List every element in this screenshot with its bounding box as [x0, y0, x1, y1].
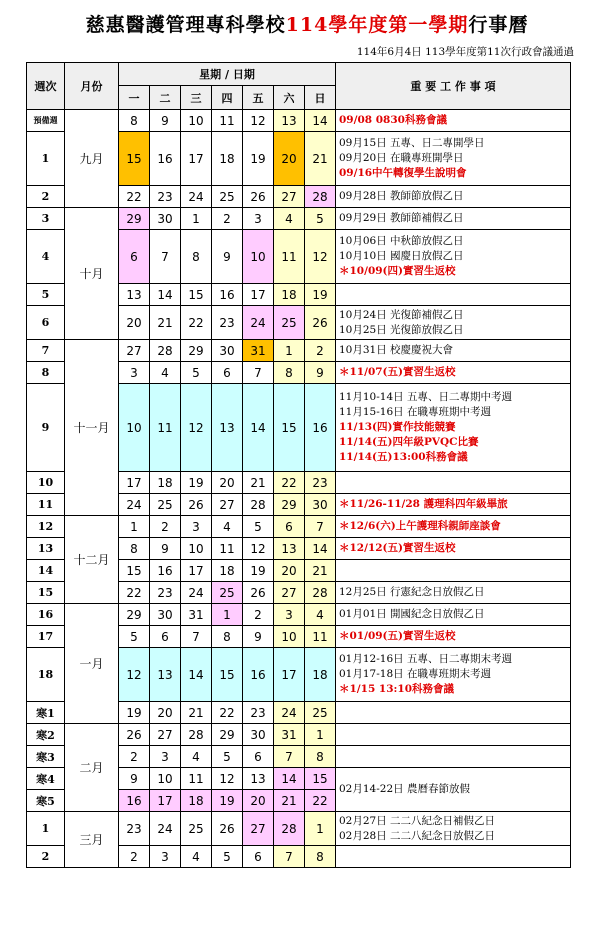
date-cell: 27 [212, 494, 243, 516]
date-cell: 23 [243, 702, 274, 724]
date-cell: 27 [119, 340, 150, 362]
date-cell: 11 [150, 384, 181, 472]
date-cell: 5 [181, 362, 212, 384]
date-cell: 24 [181, 186, 212, 208]
date-cell: 2 [150, 516, 181, 538]
date-cell: 10 [274, 626, 305, 648]
events-cell [336, 306, 571, 340]
date-cell: 30 [150, 208, 181, 230]
date-cell: 1 [305, 812, 336, 846]
date-cell: 25 [181, 812, 212, 846]
date-cell: 27 [243, 812, 274, 846]
date-cell: 22 [119, 582, 150, 604]
date-cell: 13 [243, 768, 274, 790]
event-line: 10月06日 中秋節放假乙日 [339, 235, 464, 247]
date-cell: 6 [243, 746, 274, 768]
week-row [27, 110, 571, 132]
events-cell [336, 604, 571, 626]
events-cell [336, 284, 571, 306]
week-label: 寒1 [27, 702, 65, 724]
header-day-tue: 二 [150, 86, 181, 110]
date-cell: 15 [119, 132, 150, 186]
date-cell: 14 [305, 110, 336, 132]
date-cell: 24 [181, 582, 212, 604]
date-cell: 3 [150, 746, 181, 768]
date-cell: 12 [243, 538, 274, 560]
event-line: 09/16中午轉復學生說明會 [339, 167, 467, 179]
week-label: 1 [27, 812, 65, 846]
week-label: 預備週 [27, 110, 65, 132]
date-cell: 7 [150, 230, 181, 284]
date-cell: 31 [274, 724, 305, 746]
events-cell [336, 538, 571, 560]
week-label: 4 [27, 230, 65, 284]
date-cell: 25 [274, 306, 305, 340]
date-cell: 13 [150, 648, 181, 702]
event-line: 11/14(五)13:00科務會議 [339, 451, 468, 463]
date-cell: 29 [212, 724, 243, 746]
header-day-sat: 六 [274, 86, 305, 110]
month-label: 十二月 [65, 516, 119, 604]
header-day-sun: 日 [305, 86, 336, 110]
date-cell: 6 [212, 362, 243, 384]
date-cell: 25 [305, 702, 336, 724]
week-row [27, 340, 571, 362]
date-cell: 7 [181, 626, 212, 648]
date-cell: 21 [150, 306, 181, 340]
event-line: ＊1/15 13:10科務會議 [339, 683, 455, 695]
event-line: 11月10-14日 五專、日二專期中考週 [339, 391, 512, 403]
calendar-body [27, 110, 571, 868]
date-cell: 2 [243, 604, 274, 626]
month-label: 三月 [65, 812, 119, 868]
date-cell: 18 [212, 560, 243, 582]
event-line: 02月28日 二二八紀念日放假乙日 [339, 829, 496, 842]
date-cell: 13 [274, 538, 305, 560]
event-line: 09/08 0830科務會議 [339, 114, 447, 126]
date-cell: 8 [119, 110, 150, 132]
date-cell: 29 [181, 340, 212, 362]
date-cell: 22 [119, 186, 150, 208]
event-line: 02月27日 二二八紀念日補假乙日 [339, 814, 496, 827]
week-label: 12 [27, 516, 65, 538]
date-cell: 9 [150, 110, 181, 132]
date-cell: 27 [274, 582, 305, 604]
date-cell: 1 [305, 724, 336, 746]
event-line: 11月15-16日 在職專班期中考週 [339, 406, 491, 418]
date-cell: 31 [181, 604, 212, 626]
date-cell: 25 [212, 582, 243, 604]
date-cell: 30 [150, 604, 181, 626]
date-cell: 7 [243, 362, 274, 384]
event-line: 10月24日 光復節補假乙日 [339, 308, 464, 321]
date-cell: 17 [119, 472, 150, 494]
week-label: 6 [27, 306, 65, 340]
date-cell: 1 [181, 208, 212, 230]
date-cell: 11 [212, 538, 243, 560]
month-label: 一月 [65, 604, 119, 724]
event-line: 10月10日 國慶日放假乙日 [339, 250, 464, 262]
date-cell: 15 [305, 768, 336, 790]
date-cell: 2 [119, 746, 150, 768]
date-cell: 5 [212, 746, 243, 768]
events-cell [336, 746, 571, 768]
date-cell: 22 [181, 306, 212, 340]
date-cell: 18 [150, 472, 181, 494]
date-cell: 11 [181, 768, 212, 790]
events-cell [336, 812, 571, 846]
events-cell [336, 340, 571, 362]
header-day-wed: 三 [181, 86, 212, 110]
date-cell: 1 [212, 604, 243, 626]
header-events: 重 要 工 作 事 項 [336, 63, 571, 110]
date-cell: 23 [305, 472, 336, 494]
events-cell [336, 132, 571, 186]
week-row [27, 604, 571, 626]
date-cell: 15 [212, 648, 243, 702]
header-week: 週次 [27, 63, 65, 110]
date-cell: 4 [212, 516, 243, 538]
date-cell: 16 [305, 384, 336, 472]
date-cell: 26 [305, 306, 336, 340]
date-cell: 7 [305, 516, 336, 538]
date-cell: 20 [243, 790, 274, 812]
date-cell: 24 [243, 306, 274, 340]
calendar-table [26, 62, 571, 868]
date-cell: 28 [181, 724, 212, 746]
event-line: 01月01日 開國紀念日放假乙日 [339, 608, 485, 620]
date-cell: 5 [212, 846, 243, 868]
date-cell: 10 [150, 768, 181, 790]
date-cell: 8 [305, 746, 336, 768]
events-cell [336, 186, 571, 208]
date-cell: 26 [243, 582, 274, 604]
event-line: 12月25日 行憲紀念日放假乙日 [339, 586, 485, 598]
event-line: 10月31日 校慶慶祝大會 [339, 344, 454, 356]
date-cell: 23 [150, 582, 181, 604]
date-cell: 13 [212, 384, 243, 472]
date-cell: 7 [274, 746, 305, 768]
week-label: 9 [27, 384, 65, 472]
date-cell: 19 [212, 790, 243, 812]
events-cell [336, 230, 571, 284]
date-cell: 27 [274, 186, 305, 208]
event-line: 10月25日 光復節放假乙日 [339, 323, 464, 336]
event-line: 11/14(五)四年級PVQC比賽 [339, 436, 479, 448]
date-cell: 2 [305, 340, 336, 362]
week-row [27, 516, 571, 538]
date-cell: 3 [274, 604, 305, 626]
date-cell: 8 [181, 230, 212, 284]
date-cell: 6 [243, 846, 274, 868]
date-cell: 31 [243, 340, 274, 362]
events-cell [336, 110, 571, 132]
events-cell [336, 768, 571, 812]
date-cell: 15 [274, 384, 305, 472]
date-cell: 21 [274, 790, 305, 812]
date-cell: 14 [305, 538, 336, 560]
date-cell: 21 [181, 702, 212, 724]
date-cell: 4 [274, 208, 305, 230]
date-cell: 20 [274, 132, 305, 186]
date-cell: 16 [243, 648, 274, 702]
date-cell: 3 [181, 516, 212, 538]
week-label: 1 [27, 132, 65, 186]
date-cell: 9 [243, 626, 274, 648]
date-cell: 28 [305, 186, 336, 208]
week-label: 7 [27, 340, 65, 362]
month-label: 十月 [65, 208, 119, 340]
date-cell: 23 [150, 186, 181, 208]
date-cell: 20 [212, 472, 243, 494]
date-cell: 7 [274, 846, 305, 868]
date-cell: 22 [305, 790, 336, 812]
event-line: ＊11/26-11/28 護理科四年級畢旅 [339, 498, 508, 510]
date-cell: 24 [119, 494, 150, 516]
date-cell: 4 [150, 362, 181, 384]
week-label: 17 [27, 626, 65, 648]
date-cell: 24 [150, 812, 181, 846]
event-line: 11/13(四)實作技能競賽 [339, 421, 456, 433]
date-cell: 14 [150, 284, 181, 306]
date-cell: 11 [274, 230, 305, 284]
date-cell: 4 [181, 746, 212, 768]
date-cell: 28 [305, 582, 336, 604]
date-cell: 11 [212, 110, 243, 132]
week-label: 2 [27, 846, 65, 868]
date-cell: 16 [212, 284, 243, 306]
events-cell [336, 702, 571, 724]
date-cell: 26 [119, 724, 150, 746]
date-cell: 10 [119, 384, 150, 472]
date-cell: 21 [305, 560, 336, 582]
date-cell: 22 [274, 472, 305, 494]
date-cell: 16 [150, 132, 181, 186]
date-cell: 29 [274, 494, 305, 516]
week-label: 10 [27, 472, 65, 494]
date-cell: 23 [119, 812, 150, 846]
week-row [27, 724, 571, 746]
approval-note: 114年6月4日 113學年度第11次行政會議通過 [356, 46, 574, 58]
date-cell: 9 [119, 768, 150, 790]
date-cell: 1 [119, 516, 150, 538]
date-cell: 19 [243, 132, 274, 186]
week-label: 15 [27, 582, 65, 604]
event-line: 09月15日 五專、日二專開學日 [339, 137, 485, 149]
date-cell: 17 [181, 560, 212, 582]
date-cell: 29 [119, 604, 150, 626]
week-label: 13 [27, 538, 65, 560]
date-cell: 4 [181, 846, 212, 868]
date-cell: 28 [150, 340, 181, 362]
date-cell: 22 [212, 702, 243, 724]
date-cell: 6 [150, 626, 181, 648]
event-line: ＊01/09(五)實習生返校 [339, 630, 456, 642]
events-cell [336, 648, 571, 702]
date-cell: 1 [274, 340, 305, 362]
week-label: 5 [27, 284, 65, 306]
date-cell: 17 [274, 648, 305, 702]
week-label: 11 [27, 494, 65, 516]
events-cell [336, 362, 571, 384]
date-cell: 23 [212, 306, 243, 340]
date-cell: 14 [243, 384, 274, 472]
event-line: 09月29日 教師節補假乙日 [339, 212, 464, 224]
date-cell: 5 [119, 626, 150, 648]
date-cell: 13 [119, 284, 150, 306]
date-cell: 30 [243, 724, 274, 746]
date-cell: 26 [181, 494, 212, 516]
date-cell: 3 [243, 208, 274, 230]
events-cell [336, 582, 571, 604]
date-cell: 8 [305, 846, 336, 868]
date-cell: 8 [119, 538, 150, 560]
date-cell: 3 [119, 362, 150, 384]
date-cell: 21 [305, 132, 336, 186]
date-cell: 15 [119, 560, 150, 582]
event-line: ＊12/12(五)實習生返校 [339, 542, 456, 554]
event-line: 09月20日 在職專班開學日 [339, 152, 464, 164]
week-label: 8 [27, 362, 65, 384]
date-cell: 19 [181, 472, 212, 494]
week-label: 寒3 [27, 746, 65, 768]
event-line: 02月14-22日 農曆春節放假 [339, 783, 470, 795]
date-cell: 19 [305, 284, 336, 306]
month-label: 十一月 [65, 340, 119, 516]
date-cell: 12 [243, 110, 274, 132]
date-cell: 12 [305, 230, 336, 284]
header-month: 月份 [65, 63, 119, 110]
event-line: 01月12-16日 五專、日二專期末考週 [339, 653, 512, 665]
date-cell: 12 [181, 384, 212, 472]
date-cell: 9 [305, 362, 336, 384]
event-line: ＊11/07(五)實習生返校 [339, 366, 456, 378]
date-cell: 25 [150, 494, 181, 516]
date-cell: 20 [150, 702, 181, 724]
week-label: 寒5 [27, 790, 65, 812]
title-suffix: 行事曆 [468, 14, 529, 36]
event-line: 01月17-18日 在職專班期末考週 [339, 668, 491, 680]
date-cell: 2 [119, 846, 150, 868]
events-cell [336, 208, 571, 230]
date-cell: 6 [119, 230, 150, 284]
date-cell: 4 [305, 604, 336, 626]
date-cell: 26 [243, 186, 274, 208]
date-cell: 8 [212, 626, 243, 648]
header-day-thu: 四 [212, 86, 243, 110]
date-cell: 3 [150, 846, 181, 868]
date-cell: 12 [119, 648, 150, 702]
event-line: ＊12/6(六)上午護理科親師座談會 [339, 520, 501, 532]
date-cell: 17 [181, 132, 212, 186]
date-cell: 25 [212, 186, 243, 208]
events-cell [336, 724, 571, 746]
week-label: 18 [27, 648, 65, 702]
week-label: 寒4 [27, 768, 65, 790]
date-cell: 12 [212, 768, 243, 790]
date-cell: 29 [119, 208, 150, 230]
week-label: 2 [27, 186, 65, 208]
date-cell: 9 [150, 538, 181, 560]
header-day-group: 星期 / 日期 [119, 63, 336, 86]
date-cell: 17 [150, 790, 181, 812]
date-cell: 18 [274, 284, 305, 306]
date-cell: 21 [243, 472, 274, 494]
header-day-mon: 一 [119, 86, 150, 110]
date-cell: 10 [243, 230, 274, 284]
events-cell [336, 516, 571, 538]
date-cell: 10 [181, 538, 212, 560]
date-cell: 30 [305, 494, 336, 516]
date-cell: 8 [274, 362, 305, 384]
events-cell [336, 384, 571, 472]
week-label: 16 [27, 604, 65, 626]
date-cell: 15 [181, 284, 212, 306]
event-line: ＊10/09(四)實習生返校 [339, 265, 456, 277]
date-cell: 30 [212, 340, 243, 362]
week-row [27, 812, 571, 846]
date-cell: 10 [181, 110, 212, 132]
date-cell: 28 [243, 494, 274, 516]
date-cell: 19 [243, 560, 274, 582]
title-term: 114學年度第一學期 [285, 14, 469, 36]
week-label: 寒2 [27, 724, 65, 746]
date-cell: 9 [212, 230, 243, 284]
date-cell: 18 [181, 790, 212, 812]
date-cell: 5 [243, 516, 274, 538]
date-cell: 11 [305, 626, 336, 648]
date-cell: 27 [150, 724, 181, 746]
page-title [0, 10, 614, 37]
date-cell: 14 [181, 648, 212, 702]
date-cell: 28 [274, 812, 305, 846]
date-cell: 20 [119, 306, 150, 340]
events-cell [336, 846, 571, 868]
date-cell: 6 [274, 516, 305, 538]
date-cell: 19 [119, 702, 150, 724]
date-cell: 13 [274, 110, 305, 132]
event-line: 09月28日 教師節放假乙日 [339, 190, 464, 202]
date-cell: 24 [274, 702, 305, 724]
date-cell: 17 [243, 284, 274, 306]
month-label: 二月 [65, 724, 119, 812]
month-label: 九月 [65, 110, 119, 208]
week-label: 3 [27, 208, 65, 230]
date-cell: 18 [212, 132, 243, 186]
events-cell [336, 494, 571, 516]
events-cell [336, 626, 571, 648]
events-cell [336, 472, 571, 494]
date-cell: 18 [305, 648, 336, 702]
events-cell [336, 560, 571, 582]
date-cell: 20 [274, 560, 305, 582]
date-cell: 14 [274, 768, 305, 790]
title-school: 慈惠醫護管理專科學校 [85, 14, 286, 36]
header-day-fri: 五 [243, 86, 274, 110]
date-cell: 16 [150, 560, 181, 582]
week-row [27, 208, 571, 230]
date-cell: 5 [305, 208, 336, 230]
week-label: 14 [27, 560, 65, 582]
date-cell: 16 [119, 790, 150, 812]
date-cell: 2 [212, 208, 243, 230]
date-cell: 26 [212, 812, 243, 846]
